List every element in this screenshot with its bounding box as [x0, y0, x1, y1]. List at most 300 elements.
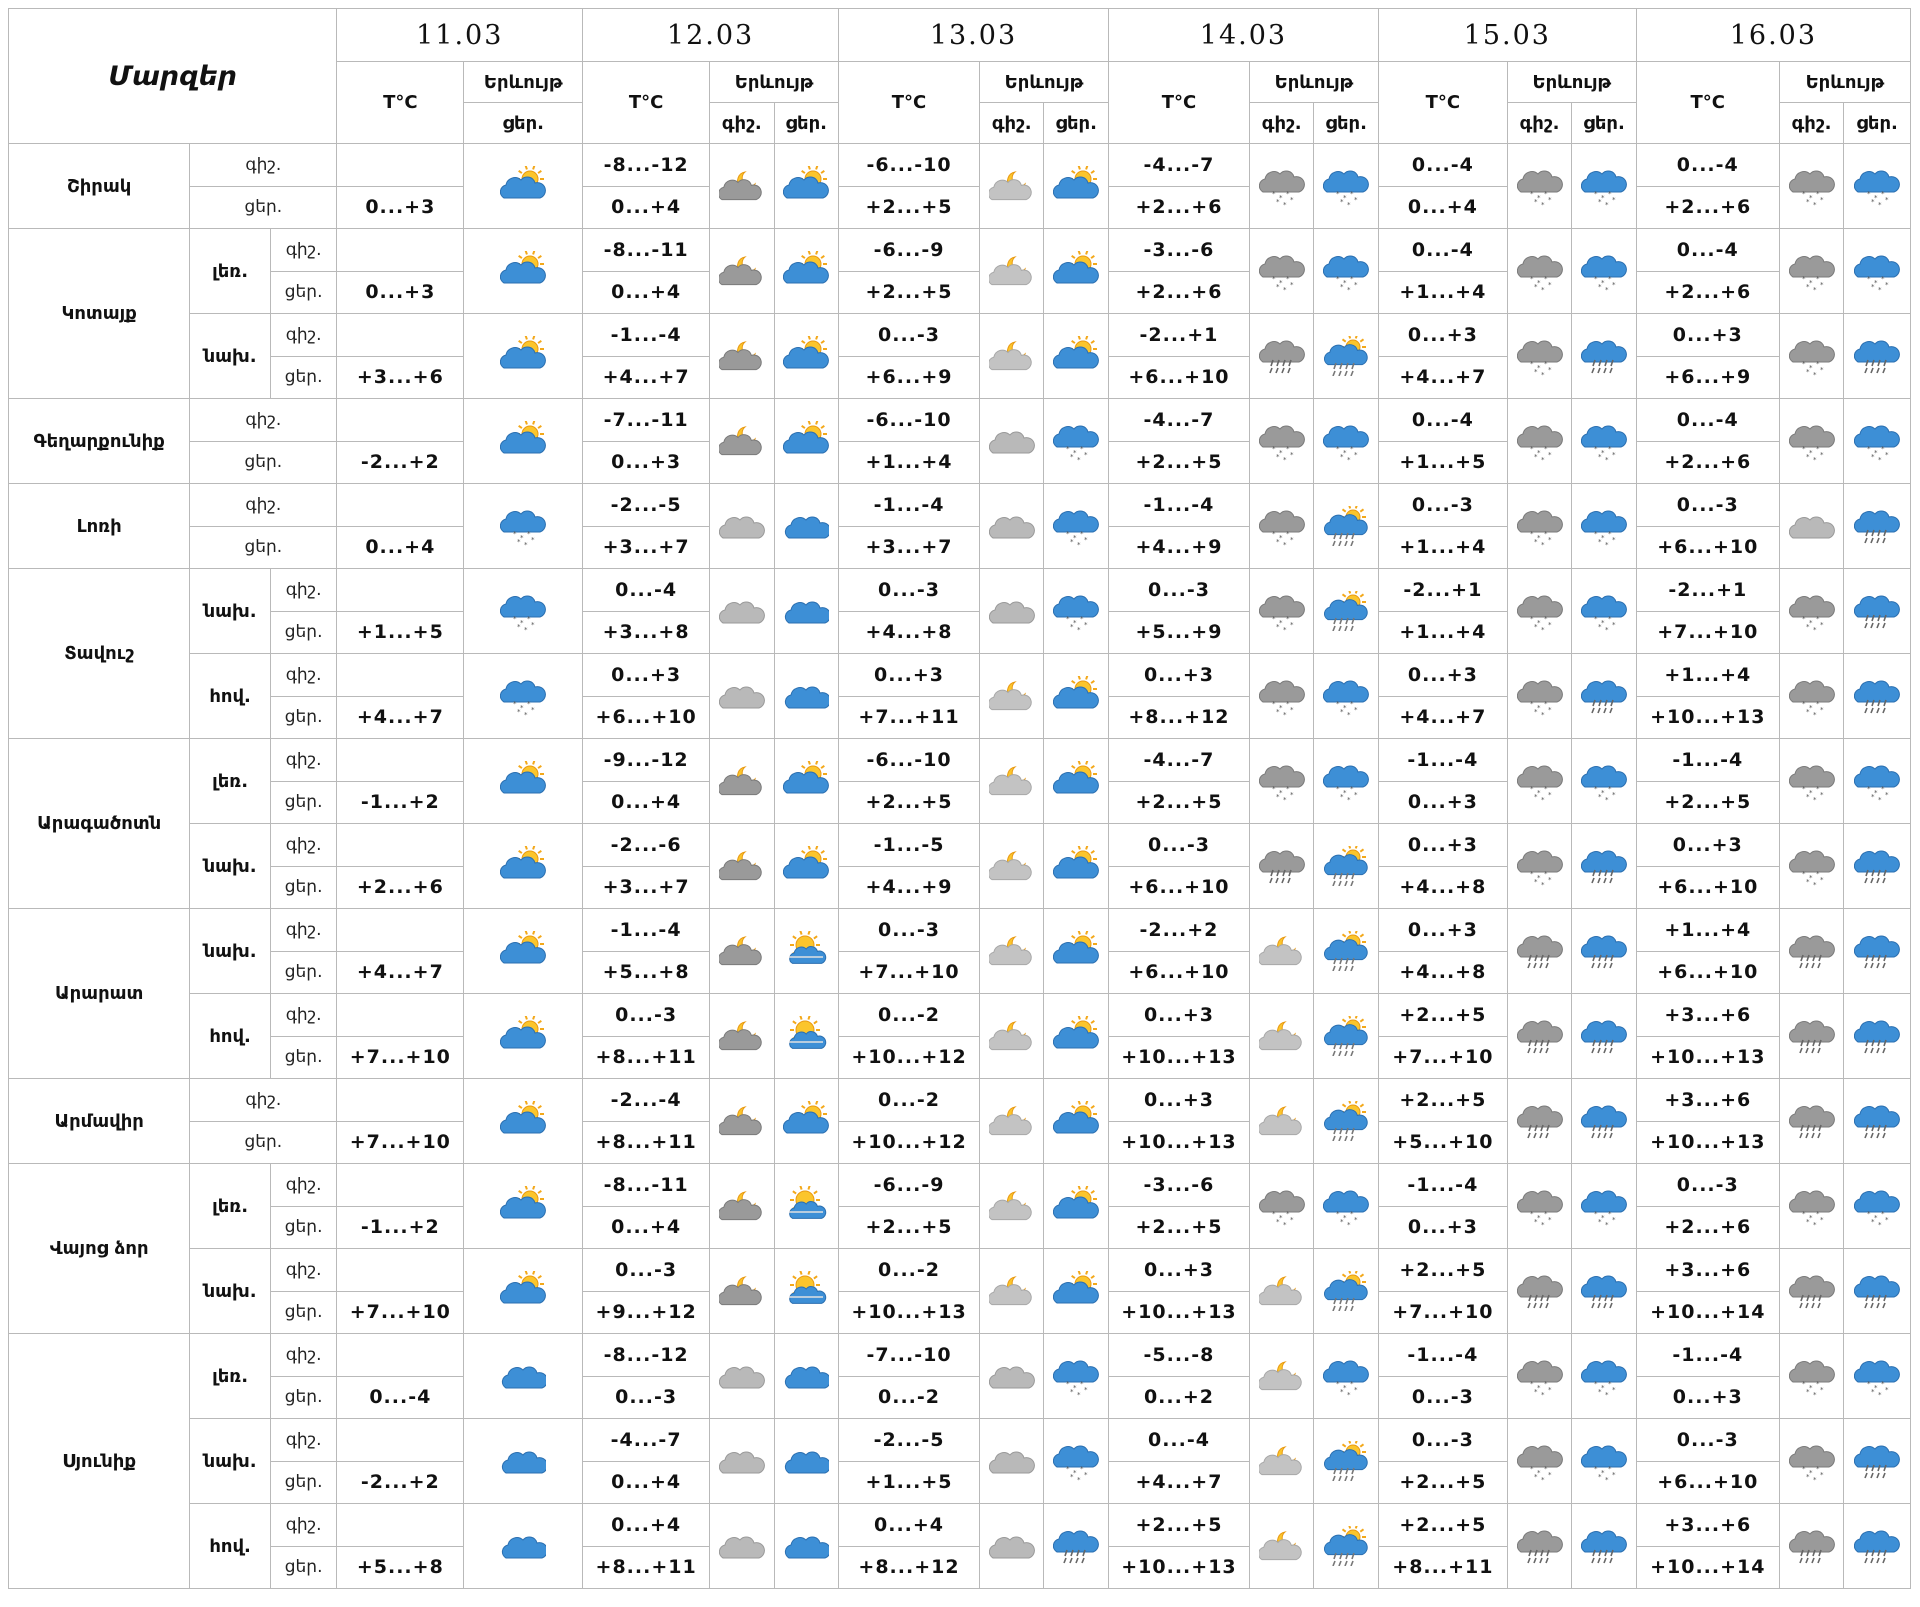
gray-snow-icon	[1789, 251, 1835, 291]
blue-rain-icon	[1581, 1271, 1627, 1311]
svg-text:*: *	[1540, 1391, 1545, 1396]
sun-cloud-icon	[500, 846, 546, 886]
day-temperature: +4...+7	[1108, 1461, 1249, 1504]
day-temperature: 0...-3	[583, 1376, 710, 1419]
blue-cloud-icon	[783, 676, 829, 716]
night-label: գիշ.	[270, 994, 336, 1037]
weather-icon-cell	[1249, 909, 1313, 994]
svg-text:*: *	[1608, 1210, 1612, 1218]
blue-snow-icon	[1581, 421, 1627, 461]
svg-text:*: *	[1529, 275, 1534, 283]
svg-text:*: *	[1878, 796, 1882, 801]
svg-text:*: *	[1547, 1471, 1552, 1479]
night-temperature: +1...+4	[1636, 909, 1779, 952]
weather-icon-cell	[980, 739, 1044, 824]
night-temperature	[337, 909, 464, 952]
svg-text:*: *	[531, 536, 535, 544]
svg-text:*: *	[1347, 711, 1351, 716]
weather-icon-cell	[1314, 824, 1378, 909]
svg-text:*: *	[1819, 1386, 1824, 1394]
svg-text:*: *	[1275, 623, 1280, 631]
weather-icon-cell	[774, 1419, 838, 1504]
day-label: ցեր.	[190, 526, 337, 569]
svg-text:*: *	[1601, 449, 1605, 457]
night-temperature	[337, 654, 464, 697]
svg-text:*: *	[1271, 785, 1276, 793]
day-temperature: +8...+11	[583, 1121, 710, 1164]
day-temperature: +6...+10	[583, 696, 710, 739]
blue-snow-icon	[1581, 1186, 1627, 1226]
gray-rain-icon	[1789, 1526, 1835, 1566]
weather-icon-cell	[1044, 399, 1108, 484]
svg-text:*: *	[1073, 534, 1077, 542]
svg-text:*: *	[1350, 700, 1354, 708]
day-sub-header: ցեր.	[1044, 103, 1108, 144]
region-name: Լոռի	[9, 484, 190, 569]
gray-snow-icon	[1517, 251, 1563, 291]
svg-text:*: *	[520, 704, 524, 712]
weather-icon-cell	[1844, 314, 1911, 399]
blue-snow-icon	[1581, 506, 1627, 546]
weather-icon-cell	[980, 569, 1044, 654]
weather-icon-cell	[1314, 314, 1378, 399]
gray-rain-icon	[1517, 1101, 1563, 1141]
svg-text:*: *	[1282, 456, 1287, 461]
weather-icon-cell	[1844, 1079, 1911, 1164]
night-temperature: -2...+1	[1636, 569, 1779, 612]
night-label: գիշ.	[270, 654, 336, 697]
svg-text:*: *	[1594, 275, 1598, 283]
day-temperature: 0...+3	[583, 441, 710, 484]
gray-snow-icon	[1517, 506, 1563, 546]
day-temperature: +3...+7	[583, 866, 710, 909]
svg-text:*: *	[1605, 796, 1609, 801]
night-temperature: 0...+4	[839, 1504, 980, 1547]
svg-text:*: *	[1805, 453, 1810, 461]
svg-text:*: *	[1536, 1384, 1541, 1392]
svg-text:*: *	[1878, 456, 1882, 461]
svg-text:*: *	[1805, 1388, 1810, 1396]
svg-text:*: *	[1340, 198, 1344, 206]
sun-rain-icon	[1323, 336, 1369, 376]
svg-text:*: *	[1354, 791, 1358, 799]
day-temperature: +6...+10	[1636, 526, 1779, 569]
weather-icon-cell	[1572, 229, 1636, 314]
gray-snow-icon	[1517, 421, 1563, 461]
svg-text:*: *	[1529, 360, 1534, 368]
weather-icon-cell	[1844, 1504, 1911, 1589]
gray-moon-light-icon	[989, 1271, 1035, 1311]
svg-text:*: *	[1278, 789, 1283, 797]
blue-snow-icon	[1323, 676, 1369, 716]
gray-rain-icon	[1517, 1526, 1563, 1566]
weather-icon-cell	[464, 739, 583, 824]
svg-text:*: *	[1885, 451, 1889, 459]
svg-text:*: *	[1543, 360, 1548, 368]
svg-text:*: *	[1336, 1380, 1340, 1388]
day-temperature: +10...+13	[1108, 1121, 1249, 1164]
weather-icon-cell	[1572, 1504, 1636, 1589]
night-temperature	[337, 144, 464, 187]
svg-text:*: *	[1278, 449, 1283, 457]
weather-icon-cell	[710, 654, 774, 739]
sun-cloud-icon	[500, 931, 546, 971]
table-row	[9, 1164, 1911, 1207]
weather-icon-cell	[774, 314, 838, 399]
svg-text:*: *	[1867, 275, 1871, 283]
svg-text:*: *	[1598, 623, 1602, 631]
day-temperature: +10...+12	[839, 1121, 980, 1164]
gray-snow-icon	[1517, 1186, 1563, 1226]
gray-moon-light-icon	[989, 336, 1035, 376]
weather-icon-cell	[1044, 144, 1108, 229]
gray-cloud-icon	[1789, 506, 1835, 546]
night-temperature: 0...-4	[1378, 144, 1507, 187]
date-header: 16.03	[1636, 9, 1910, 62]
svg-text:*: *	[1543, 1465, 1548, 1473]
svg-text:*: *	[1885, 791, 1889, 799]
night-temperature: 0...+3	[1108, 654, 1249, 697]
svg-text:*: *	[1812, 881, 1817, 886]
day-temperature: -2...+2	[337, 1461, 464, 1504]
day-temperature: +5...+10	[1378, 1121, 1507, 1164]
weather-icon-cell	[1779, 1504, 1843, 1589]
sun-rain-icon	[1323, 1271, 1369, 1311]
night-temperature: +2...+5	[1378, 1079, 1507, 1122]
svg-text:*: *	[1878, 1391, 1882, 1396]
weather-icon-cell	[464, 229, 583, 314]
sun-cloud-icon	[1053, 1101, 1099, 1141]
weather-icon-cell	[1779, 399, 1843, 484]
svg-text:*: *	[1285, 785, 1290, 793]
day-temperature: +8...+12	[839, 1546, 980, 1589]
day-temperature: +10...+14	[1636, 1291, 1779, 1334]
svg-text:*: *	[1874, 1214, 1878, 1222]
night-temperature: -6...-9	[839, 1164, 980, 1207]
table-row	[9, 229, 1911, 272]
svg-text:*: *	[1354, 706, 1358, 714]
day-label: ցեր.	[190, 186, 337, 229]
region-name: Արարատ	[9, 909, 190, 1079]
svg-text:*: *	[1601, 534, 1605, 542]
gray-cloud-icon	[719, 1356, 765, 1396]
svg-text:*: *	[1278, 704, 1283, 712]
blue-rain-icon	[1854, 1271, 1900, 1311]
blue-snow-icon	[1581, 591, 1627, 631]
night-temperature: -1...-4	[1636, 1334, 1779, 1377]
day-temperature: +7...+10	[1378, 1291, 1507, 1334]
night-temperature: -2...+2	[1108, 909, 1249, 952]
weather-icon-cell	[1844, 654, 1911, 739]
svg-text:*: *	[1805, 1473, 1810, 1481]
svg-text:*: *	[1540, 881, 1545, 886]
svg-text:*: *	[1271, 190, 1276, 198]
svg-text:*: *	[1343, 704, 1347, 712]
weather-icon-cell	[980, 1164, 1044, 1249]
night-temperature: 0...-3	[583, 1249, 710, 1292]
svg-text:*: *	[1543, 1210, 1548, 1218]
weather-icon-cell	[774, 909, 838, 994]
svg-text:*: *	[1347, 456, 1351, 461]
svg-text:*: *	[1347, 1391, 1351, 1396]
blue-rain-icon	[1854, 591, 1900, 631]
blue-cloud-icon	[500, 1441, 546, 1481]
sun-haze-icon	[783, 931, 829, 971]
svg-text:*: *	[1819, 451, 1824, 459]
svg-text:*: *	[1881, 785, 1885, 793]
svg-text:*: *	[1815, 1465, 1820, 1473]
gray-snow-icon	[1259, 591, 1305, 631]
weather-icon-cell	[774, 824, 838, 909]
weather-icon-cell	[1844, 1334, 1911, 1419]
weather-icon-cell	[1507, 739, 1571, 824]
weather-icon-cell	[1314, 1164, 1378, 1249]
weather-icon-cell	[1572, 739, 1636, 824]
svg-text:*: *	[1801, 1210, 1806, 1218]
day-temperature: +7...+10	[337, 1291, 464, 1334]
sun-rain-icon	[1323, 931, 1369, 971]
gray-snow-icon	[1259, 761, 1305, 801]
svg-text:*: *	[1598, 1473, 1602, 1481]
blue-snow-icon	[1854, 421, 1900, 461]
sector-name: նախ.	[190, 1249, 271, 1334]
night-temperature: 0...+3	[583, 654, 710, 697]
weather-icon-cell	[774, 569, 838, 654]
weather-icon-cell	[1779, 229, 1843, 314]
night-temperature: 0...-4	[583, 569, 710, 612]
weather-icon-cell	[1044, 1079, 1108, 1164]
night-temperature: 0...-3	[1378, 484, 1507, 527]
night-temperature	[337, 739, 464, 782]
svg-text:*: *	[1881, 275, 1885, 283]
blue-snow-icon	[1323, 251, 1369, 291]
weather-icon-cell	[1507, 144, 1571, 229]
region-name: Արմավիր	[9, 1079, 190, 1164]
svg-text:*: *	[1533, 453, 1538, 461]
svg-text:*: *	[517, 538, 521, 546]
svg-text:*: *	[1077, 541, 1081, 546]
svg-text:*: *	[1340, 1218, 1344, 1226]
svg-text:*: *	[1605, 626, 1609, 631]
svg-text:*: *	[1533, 793, 1538, 801]
day-temperature: 0...+4	[583, 781, 710, 824]
blue-cloud-icon	[500, 1526, 546, 1566]
region-name: Կոտայք	[9, 229, 190, 399]
day-temperature: +2...+6	[1636, 441, 1779, 484]
svg-text:*: *	[1536, 1214, 1541, 1222]
svg-text:*: *	[1819, 1216, 1824, 1224]
blue-snow-icon	[1323, 166, 1369, 206]
gray-cloud-icon	[719, 676, 765, 716]
svg-text:*: *	[1601, 789, 1605, 797]
svg-text:*: *	[1543, 615, 1548, 623]
svg-text:*: *	[1812, 626, 1817, 631]
night-temperature	[337, 824, 464, 867]
phenomenon-col-header: Երևույթ	[1779, 62, 1910, 103]
sector-name: հով.	[190, 654, 271, 739]
night-temperature: 0...-3	[1636, 484, 1779, 527]
svg-text:*: *	[1871, 793, 1875, 801]
night-temperature: -1...-4	[1378, 739, 1507, 782]
night-temperature: 0...-2	[839, 994, 980, 1037]
svg-text:*: *	[1271, 530, 1276, 538]
day-temperature: -2...+2	[337, 441, 464, 484]
svg-text:*: *	[1084, 451, 1088, 459]
svg-text:*: *	[1612, 536, 1616, 544]
svg-text:*: *	[1540, 1221, 1545, 1226]
night-label: գիշ.	[270, 229, 336, 272]
gray-snow-icon	[1789, 421, 1835, 461]
night-temperature: -1...-4	[839, 484, 980, 527]
svg-text:*: *	[1878, 1221, 1882, 1226]
svg-text:*: *	[1543, 445, 1548, 453]
sun-rain-icon	[1323, 1526, 1369, 1566]
sun-cloud-icon	[1053, 166, 1099, 206]
svg-text:*: *	[1594, 445, 1598, 453]
svg-text:*: *	[1080, 1380, 1084, 1388]
gray-snow-icon	[1789, 846, 1835, 886]
svg-text:*: *	[1605, 456, 1609, 461]
svg-text:*: *	[1536, 1469, 1541, 1477]
svg-text:*: *	[1612, 1216, 1616, 1224]
svg-text:*: *	[1801, 785, 1806, 793]
svg-text:*: *	[1073, 1384, 1077, 1392]
day-temperature: +6...+10	[1108, 356, 1249, 399]
svg-text:*: *	[1605, 286, 1609, 291]
sun-cloud-icon	[500, 421, 546, 461]
svg-text:*: *	[1543, 870, 1548, 878]
weather-icon-cell	[1507, 994, 1571, 1079]
gray-cloud-icon	[719, 1526, 765, 1566]
svg-text:*: *	[1536, 789, 1541, 797]
day-temperature: +2...+5	[839, 781, 980, 824]
night-temperature: 0...-3	[839, 909, 980, 952]
svg-text:*: *	[1594, 615, 1598, 623]
svg-text:*: *	[531, 621, 535, 629]
night-temperature: 0...+3	[1636, 314, 1779, 357]
day-temperature: +10...+13	[1636, 1121, 1779, 1164]
blue-snow-icon	[500, 591, 546, 631]
weather-icon-cell	[1572, 484, 1636, 569]
svg-text:*: *	[1275, 283, 1280, 291]
blue-rain-icon	[1854, 506, 1900, 546]
weather-icon-cell	[774, 144, 838, 229]
gray-snow-icon	[1517, 761, 1563, 801]
svg-text:*: *	[1285, 615, 1290, 623]
blue-snow-icon	[1581, 251, 1627, 291]
gray-snow-icon	[1789, 1186, 1835, 1226]
svg-text:*: *	[1543, 785, 1548, 793]
weather-icon-cell	[464, 1419, 583, 1504]
day-temperature: +8...+12	[1108, 696, 1249, 739]
svg-text:*: *	[1540, 711, 1545, 716]
day-temperature: 0...+4	[583, 186, 710, 229]
svg-text:*: *	[1073, 449, 1077, 457]
svg-text:*: *	[1812, 286, 1817, 291]
night-label: գիշ.	[270, 1164, 336, 1207]
gray-snow-icon	[1789, 336, 1835, 376]
gray-moon-light-icon	[989, 166, 1035, 206]
gray-moon-icon	[719, 421, 765, 461]
gray-snow-icon	[1517, 591, 1563, 631]
svg-text:*: *	[1608, 1465, 1612, 1473]
sun-cloud-icon	[1053, 1186, 1099, 1226]
svg-text:*: *	[1529, 530, 1534, 538]
day-temperature: 0...+3	[1636, 1376, 1779, 1419]
svg-text:*: *	[1070, 623, 1074, 631]
svg-text:*: *	[1536, 279, 1541, 287]
blue-snow-icon	[1581, 166, 1627, 206]
svg-text:*: *	[1801, 190, 1806, 198]
night-temperature: -5...-8	[1108, 1334, 1249, 1377]
night-temperature: -1...-4	[1378, 1164, 1507, 1207]
svg-text:*: *	[1282, 541, 1287, 546]
weather-icon-cell	[1314, 994, 1378, 1079]
day-temperature: +9...+12	[583, 1291, 710, 1334]
weather-icon-cell	[1249, 1334, 1313, 1419]
weather-icon-cell	[710, 909, 774, 994]
svg-text:*: *	[513, 530, 517, 538]
sector-name: հով.	[190, 1504, 271, 1589]
svg-text:*: *	[1066, 530, 1070, 538]
day-temperature: +10...+13	[1636, 696, 1779, 739]
sun-cloud-icon	[500, 336, 546, 376]
table-row	[9, 484, 1911, 527]
day-temperature: +7...+10	[839, 951, 980, 994]
weather-icon-cell	[710, 229, 774, 314]
svg-text:*: *	[1350, 275, 1354, 283]
gray-snow-icon	[1517, 1441, 1563, 1481]
svg-text:*: *	[1815, 445, 1820, 453]
svg-text:*: *	[1805, 878, 1810, 886]
night-label: գիշ.	[190, 399, 337, 442]
gray-rain-icon	[1789, 1016, 1835, 1056]
svg-text:*: *	[1808, 704, 1813, 712]
night-label: գիշ.	[270, 1419, 336, 1462]
weather-icon-cell	[710, 824, 774, 909]
night-temperature: 0...+3	[1378, 909, 1507, 952]
gray-moon-icon	[719, 1271, 765, 1311]
svg-text:*: *	[1533, 198, 1538, 206]
svg-text:*: *	[1547, 366, 1552, 374]
day-temperature: +3...+7	[839, 526, 980, 569]
svg-text:*: *	[1819, 621, 1824, 629]
sun-rain-icon	[1323, 1016, 1369, 1056]
weather-icon-cell	[1844, 824, 1911, 909]
svg-text:*: *	[1354, 196, 1358, 204]
sun-cloud-icon	[783, 166, 829, 206]
night-temperature: 0...-4	[1378, 399, 1507, 442]
temperature-col-header: T°C	[839, 62, 980, 144]
weather-icon-cell	[1779, 909, 1843, 994]
svg-text:*: *	[1289, 536, 1294, 544]
svg-text:*: *	[1598, 453, 1602, 461]
night-label: գիշ.	[190, 1079, 337, 1122]
weather-icon-cell	[1314, 909, 1378, 994]
svg-text:*: *	[1801, 615, 1806, 623]
svg-text:*: *	[1815, 615, 1820, 623]
night-label: գիշ.	[270, 1334, 336, 1377]
svg-text:*: *	[1808, 789, 1813, 797]
night-temperature: 0...-3	[839, 314, 980, 357]
blue-snow-icon	[1854, 761, 1900, 801]
svg-text:*: *	[517, 623, 521, 631]
day-label: ցեր.	[270, 1206, 336, 1249]
temperature-col-header: T°C	[1108, 62, 1249, 144]
weather-icon-cell	[1044, 1419, 1108, 1504]
table-header	[9, 9, 1911, 144]
night-temperature	[337, 229, 464, 272]
